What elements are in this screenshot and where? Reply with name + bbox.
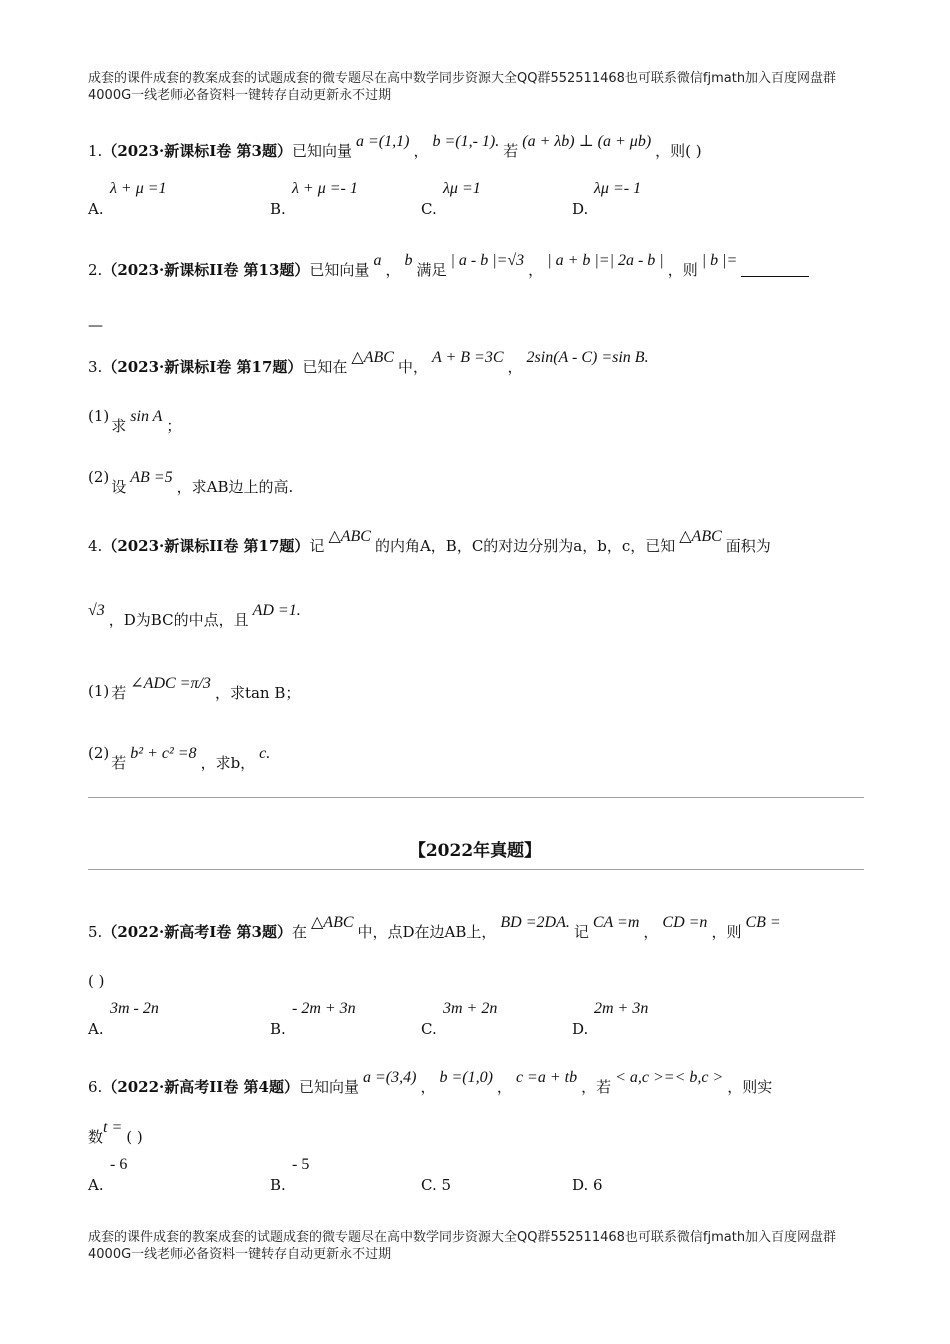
question-number: 2.: [88, 261, 103, 279]
question-2: [88, 252, 864, 282]
option-value: λμ =- 1: [594, 180, 642, 197]
option-label: B.: [270, 200, 286, 218]
question-4: [88, 528, 864, 558]
formula: a: [373, 252, 382, 269]
question-text: 在: [291, 923, 307, 941]
option-label: B.: [270, 1020, 286, 1038]
formula: AD =1.: [252, 602, 301, 619]
question-text: 满足: [416, 261, 447, 279]
question-4-part-1: [88, 675, 301, 703]
option-label: D.: [572, 1176, 589, 1194]
question-text: 已知向量: [309, 261, 370, 279]
question-number: 6.: [88, 1078, 103, 1096]
formula: CB =: [745, 914, 781, 931]
question-text: ，D为BC的中点，且: [108, 611, 249, 629]
formula: | b |=: [701, 252, 738, 269]
option-label: D.: [572, 1020, 589, 1038]
option-label: C.: [421, 1176, 437, 1194]
question-text: 已知向量: [291, 142, 352, 160]
question-number: 5.: [88, 923, 103, 941]
formula: < a,c >=< b,c >: [615, 1069, 724, 1086]
question-text: 的内角A，B，C的对边分别为a，b，c，已知: [374, 537, 676, 555]
formula: BD =2DA.: [500, 914, 570, 931]
question-source-tag: （2023·新课标I卷 第3题）: [102, 142, 292, 160]
page-footer-ad: 成套的课件成套的教案成套的试题成套的微专题尽在高中数学同步资源大全QQ群552511468也可联系微信fjmath加入百度网盘群4000G一线老师必备资料一键转存自动更新永不过期: [88, 1230, 837, 1262]
option-value: 5: [441, 1176, 452, 1194]
section-divider: [88, 869, 864, 870]
part-text: ，求AB边上的高.: [176, 478, 294, 496]
answer-blank-continuation: [88, 314, 864, 336]
question-text: 已知向量: [298, 1078, 359, 1096]
option-label: C.: [421, 200, 437, 218]
part-text: 设: [111, 478, 127, 496]
formula: b =(1,- 1).: [432, 133, 500, 150]
part-text: ；: [166, 417, 182, 435]
question-number: 4.: [88, 537, 103, 555]
option-value: - 5: [292, 1156, 310, 1173]
formula: △ABC: [679, 528, 722, 545]
question-3-part-1: [88, 407, 182, 436]
formula: a =(3,4): [363, 1069, 417, 1086]
question-text: 面积为: [725, 537, 771, 555]
question-text: 记: [573, 923, 589, 941]
question-source-tag: （2023·新课标I卷 第17题）: [102, 358, 303, 376]
section-divider: [88, 797, 864, 798]
question-text: ，: [420, 1078, 436, 1096]
section-title: 【2022年真题】: [408, 841, 542, 861]
question-text: ，: [507, 358, 523, 376]
formula: CD =n: [662, 914, 708, 931]
question-text: ，: [385, 261, 401, 279]
part-text: ，求tan B；: [214, 684, 301, 702]
question-text: ，则: [667, 261, 698, 279]
question-3-part-2: [88, 468, 294, 497]
question-5-choice-paren: [88, 970, 864, 992]
question-text: ，: [496, 1078, 512, 1096]
formula: △ABC: [328, 528, 371, 545]
question-6-line-2: [88, 1119, 864, 1149]
question-source-tag: （2023·新课标II卷 第13题）: [102, 261, 310, 279]
formula: AB =5: [130, 469, 173, 486]
option-value: 6: [593, 1176, 603, 1194]
formula: △ABC: [351, 349, 394, 366]
option-value: - 6: [110, 1156, 128, 1173]
question-text: 记: [309, 537, 325, 555]
question-number: 1.: [88, 142, 103, 160]
question-1: [88, 133, 864, 163]
formula: b² + c² =8: [130, 745, 197, 762]
part-number: (1): [88, 407, 110, 425]
option-value: λ + μ =- 1: [292, 180, 358, 197]
question-number: 3.: [88, 358, 103, 376]
question-text: ，: [528, 261, 544, 279]
formula: b =(1,0): [439, 1069, 493, 1086]
option-label: A.: [88, 1176, 104, 1194]
question-source-tag: （2022·新高考I卷 第3题）: [102, 923, 292, 941]
formula: sin A: [130, 408, 163, 425]
formula: c =a + tb: [515, 1069, 578, 1086]
question-4-part-2: [88, 744, 274, 773]
question-text: 数: [88, 1128, 104, 1146]
question-text: ，则: [711, 923, 742, 941]
formula: b: [404, 252, 413, 269]
formula: △ABC: [310, 914, 354, 931]
formula: √3: [88, 602, 105, 619]
question-text: 中，: [397, 358, 428, 376]
option-label: B.: [270, 1176, 286, 1194]
part-number: (1): [88, 682, 110, 700]
question-source-tag: （2022·新高考II卷 第4题）: [102, 1078, 299, 1096]
part-text: ，求b，: [200, 754, 256, 772]
question-text: 若: [503, 142, 519, 160]
option-value: λμ =1: [443, 180, 481, 197]
question-text: ，若: [581, 1078, 612, 1096]
option-value: 2m + 3n: [594, 1000, 649, 1017]
part-number: (2): [88, 744, 110, 762]
question-text: 已知在: [302, 358, 348, 376]
option-label: D.: [572, 200, 589, 218]
question-text: ，则( ): [655, 142, 702, 160]
question-3: [88, 349, 864, 379]
question-5: [88, 914, 864, 944]
part-text: 若: [111, 754, 127, 772]
answer-blank[interactable]: [741, 262, 809, 277]
formula: | a + b |=| 2a - b |: [547, 252, 664, 269]
page-header-ad: 成套的课件成套的教案成套的试题成套的微专题尽在高中数学同步资源大全QQ群552511468也可联系微信fjmath加入百度网盘群4000G一线老师必备资料一键转存自动更新永不过期: [88, 71, 837, 103]
formula: (a + λb) ⊥ (a + μb): [522, 133, 652, 150]
question-text: ，: [413, 142, 429, 160]
option-label: A.: [88, 200, 104, 218]
formula: A + B =3C: [431, 349, 504, 366]
option-label: C.: [421, 1020, 437, 1038]
formula: a =(1,1): [355, 133, 410, 150]
answer-paren: ( ): [126, 1128, 143, 1146]
option-value: 3m + 2n: [443, 1000, 498, 1017]
part-text: 若: [111, 684, 127, 702]
part-number: (2): [88, 468, 110, 486]
question-text: ，: [643, 923, 659, 941]
option-value: 3m - 2n: [110, 1000, 159, 1017]
formula: c.: [259, 745, 271, 762]
option-value: λ + μ =1: [110, 180, 167, 197]
formula: | a - b |=√3: [450, 252, 525, 269]
formula: CA =m: [592, 914, 640, 931]
question-source-tag: （2023·新课标II卷 第17题）: [102, 537, 310, 555]
question-4-line-2: [88, 602, 864, 632]
option-label: A.: [88, 1020, 104, 1038]
blank-tail: —: [88, 316, 103, 334]
question-text: 中，点D在边AB上，: [357, 923, 497, 941]
option-value: - 2m + 3n: [292, 1000, 356, 1017]
formula: t =: [103, 1119, 123, 1136]
question-text: ，则实: [727, 1078, 773, 1096]
question-6: [88, 1069, 864, 1099]
formula: 2sin(A - C) =sin B.: [526, 349, 649, 366]
option-d[interactable]: [572, 1176, 603, 1194]
option-c[interactable]: [421, 1176, 451, 1194]
part-text: 求: [111, 417, 127, 435]
answer-paren: ( ): [88, 972, 105, 990]
formula: ∠ADC =π/3: [130, 675, 211, 692]
